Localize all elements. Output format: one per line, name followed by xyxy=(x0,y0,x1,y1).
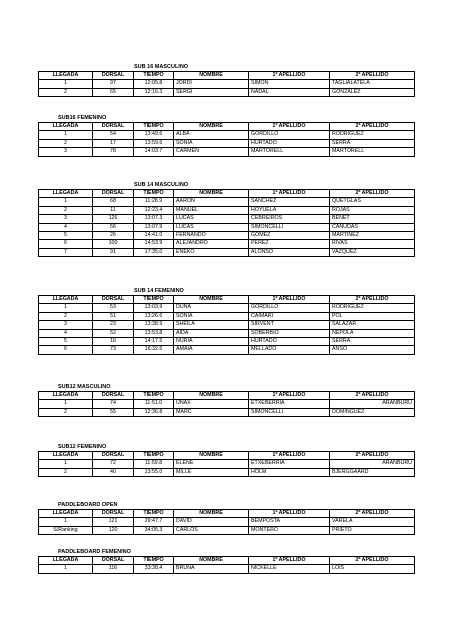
table-cell: GONZALEZ xyxy=(330,88,415,96)
table-cell: MARTORELL xyxy=(330,148,415,156)
table-row xyxy=(39,468,415,476)
table-cell: 26 xyxy=(93,232,134,240)
table-cell: 2 xyxy=(39,139,93,147)
table-row xyxy=(39,215,415,223)
results-section xyxy=(38,383,414,417)
table-cell: 100 xyxy=(93,240,134,248)
results-table xyxy=(38,391,415,417)
table-cell: 14:03.7 xyxy=(134,148,174,156)
table-cell: CAIMARI xyxy=(249,312,330,320)
table-row xyxy=(39,139,415,147)
table-cell: 3 xyxy=(39,148,93,156)
table-cell: FERNANDO xyxy=(174,232,249,240)
table-header-row xyxy=(39,392,415,400)
section-title: SUB16 FEMENINO xyxy=(58,115,107,121)
table-cell: JORDI xyxy=(174,80,249,88)
table-cell: SIMONCELLI xyxy=(249,223,330,231)
table-cell: AIDA xyxy=(174,329,249,337)
table-row xyxy=(39,131,415,139)
table-cell: 1 xyxy=(39,565,93,573)
table-cell: 13:59.6 xyxy=(134,139,174,147)
column-header: 2º APELLIDO xyxy=(330,510,415,518)
table-cell: 13:07.3 xyxy=(134,215,174,223)
column-header: TIEMPO xyxy=(134,392,174,400)
table-cell: MELLADO xyxy=(249,346,330,354)
table-cell: SIRVENT xyxy=(249,321,330,329)
table-cell: 120 xyxy=(93,526,134,534)
table-header-row xyxy=(39,452,415,460)
table-cell: CARLOS xyxy=(174,526,249,534)
column-header: TIEMPO xyxy=(134,190,174,198)
results-table xyxy=(38,509,415,535)
results-section xyxy=(38,443,414,477)
column-header: 2º APELLIDO xyxy=(330,72,415,80)
results-section xyxy=(38,287,414,355)
table-cell: SIMONCELLI xyxy=(249,408,330,416)
table-cell: 56 xyxy=(93,223,134,231)
table-cell: 116 xyxy=(93,565,134,573)
table-cell: 54 xyxy=(93,131,134,139)
table-cell: GORDILLO xyxy=(249,304,330,312)
table-cell: 91 xyxy=(93,248,134,256)
table-cell: 2 xyxy=(39,468,93,476)
table-cell: PÉREZ xyxy=(249,240,330,248)
table-cell: ELENE xyxy=(174,460,249,468)
table-header-row xyxy=(39,510,415,518)
table-cell: 16:32.5 xyxy=(134,346,174,354)
table-cell: 13:49.6 xyxy=(134,131,174,139)
table-cell: ETXEBERRIA xyxy=(249,460,330,468)
table-cell: 29:47.7 xyxy=(134,518,174,526)
table-row xyxy=(39,329,415,337)
table-cell: 78 xyxy=(93,148,134,156)
table-cell: NEPOLA xyxy=(330,329,415,337)
column-header: 1º APELLIDO xyxy=(249,557,330,565)
table-cell: BEMPOSTA xyxy=(249,518,330,526)
column-header: LLEGADA xyxy=(39,190,93,198)
results-table xyxy=(38,189,415,257)
column-header: LLEGADA xyxy=(39,557,93,565)
table-cell: SERRA xyxy=(330,338,415,346)
table-cell: 2 xyxy=(39,312,93,320)
column-header: DORSAL xyxy=(93,123,134,131)
table-cell: 1 xyxy=(39,198,93,206)
table-cell: SIMON xyxy=(249,80,330,88)
column-header: NOMBRE xyxy=(174,510,249,518)
column-header: DORSAL xyxy=(93,72,134,80)
table-cell: NURIA xyxy=(174,338,249,346)
table-cell: 11:59.8 xyxy=(134,460,174,468)
column-header: NOMBRE xyxy=(174,190,249,198)
table-row xyxy=(39,148,415,156)
table-row xyxy=(39,80,415,88)
table-cell: 1 xyxy=(39,400,93,408)
table-cell: 121 xyxy=(93,518,134,526)
table-cell: VARELA xyxy=(330,518,415,526)
table-cell: 12:36.8 xyxy=(134,408,174,416)
table-cell: 6 xyxy=(39,240,93,248)
table-cell: BENET xyxy=(330,215,415,223)
table-row xyxy=(39,232,415,240)
column-header: LLEGADA xyxy=(39,392,93,400)
table-cell: SHEILA xyxy=(174,321,249,329)
table-row xyxy=(39,223,415,231)
table-cell: LOIS xyxy=(330,565,415,573)
table-row xyxy=(39,400,415,408)
table-cell: 13:07.9 xyxy=(134,223,174,231)
table-cell: 17 xyxy=(93,139,134,147)
column-header: TIEMPO xyxy=(134,296,174,304)
table-cell: 97 xyxy=(93,80,134,88)
table-cell: NADAL xyxy=(249,88,330,96)
column-header: NOMBRE xyxy=(174,557,249,565)
table-cell: MILLE xyxy=(174,468,249,476)
table-cell: HOLM xyxy=(249,468,330,476)
table-cell: 126 xyxy=(93,215,134,223)
table-cell: SOBERBIO xyxy=(249,329,330,337)
table-cell: SALAZAR xyxy=(330,321,415,329)
table-cell: RODRIGUEZ xyxy=(330,131,415,139)
table-cell: AMAIA xyxy=(174,346,249,354)
table-cell: 2 xyxy=(39,88,93,96)
table-row xyxy=(39,460,415,468)
table-cell: MONTERO xyxy=(249,526,330,534)
table-cell: QUETGLAS xyxy=(330,198,415,206)
table-cell: MANUEL xyxy=(174,206,249,214)
column-header: 2º APELLIDO xyxy=(330,392,415,400)
section-title: SUB 14 MASCULINO xyxy=(134,182,189,188)
table-cell: 13:03.9 xyxy=(134,304,174,312)
table-cell: RIVAS xyxy=(330,240,415,248)
table-cell: 1 xyxy=(39,518,93,526)
column-header: 2º APELLIDO xyxy=(330,452,415,460)
table-cell: 12:16.3 xyxy=(134,88,174,96)
table-cell: RODRIGUEZ xyxy=(330,304,415,312)
section-title: PADDLEBOARD FEMENINO xyxy=(58,549,131,555)
table-cell: 51 xyxy=(93,312,134,320)
column-header: DORSAL xyxy=(93,452,134,460)
table-row xyxy=(39,198,415,206)
column-header: NOMBRE xyxy=(174,452,249,460)
table-cell: DOMINGUEZ xyxy=(330,408,415,416)
table-cell: 53 xyxy=(93,304,134,312)
column-header: LLEGADA xyxy=(39,510,93,518)
table-cell: 17:35.0 xyxy=(134,248,174,256)
column-header: DORSAL xyxy=(93,392,134,400)
table-cell: 23 xyxy=(93,321,134,329)
table-cell: 52 xyxy=(93,329,134,337)
table-row xyxy=(39,338,415,346)
table-cell: 73 xyxy=(93,346,134,354)
table-cell: 12:05.8 xyxy=(134,80,174,88)
column-header: DORSAL xyxy=(93,510,134,518)
table-cell: 34:05.3 xyxy=(134,526,174,534)
table-cell: DAVID xyxy=(174,518,249,526)
section-title: SUB12 MASCULINO xyxy=(58,384,111,390)
table-cell: 11:28.9 xyxy=(134,198,174,206)
column-header: 1º APELLIDO xyxy=(249,190,330,198)
table-cell: DUNA xyxy=(174,304,249,312)
column-header: DORSAL xyxy=(93,190,134,198)
results-section xyxy=(38,548,414,574)
table-cell: ARANBURU xyxy=(330,400,415,408)
table-cell: 14:41.0 xyxy=(134,232,174,240)
table-cell: PRIETO xyxy=(330,526,415,534)
table-cell: 11 xyxy=(93,206,134,214)
table-cell: ALONSO xyxy=(249,248,330,256)
table-cell: 1 xyxy=(39,304,93,312)
table-row xyxy=(39,518,415,526)
table-header-row xyxy=(39,123,415,131)
table-cell: ALBA xyxy=(174,131,249,139)
table-row xyxy=(39,408,415,416)
table-cell: 68 xyxy=(93,198,134,206)
table-row xyxy=(39,526,415,534)
table-cell: LUCAS xyxy=(174,215,249,223)
column-header: DORSAL xyxy=(93,557,134,565)
column-header: TIEMPO xyxy=(134,452,174,460)
table-cell: 14:53.9 xyxy=(134,240,174,248)
column-header: 2º APELLIDO xyxy=(330,190,415,198)
results-table xyxy=(38,122,415,157)
results-section xyxy=(38,181,414,257)
table-cell: 40 xyxy=(93,468,134,476)
table-cell: SONIA xyxy=(174,139,249,147)
table-row xyxy=(39,312,415,320)
table-row xyxy=(39,240,415,248)
table-cell: CARMEN xyxy=(174,148,249,156)
table-cell: 4 xyxy=(39,329,93,337)
column-header: TIEMPO xyxy=(134,72,174,80)
table-row xyxy=(39,88,415,96)
table-cell: ROJAS xyxy=(330,206,415,214)
table-cell: 1 xyxy=(39,131,93,139)
table-cell: 72 xyxy=(93,460,134,468)
table-cell: CANUDAS xyxy=(330,223,415,231)
section-title: SUB 14 FEMENINO xyxy=(134,288,184,294)
table-cell: 2 xyxy=(39,206,93,214)
column-header: NOMBRE xyxy=(174,392,249,400)
table-cell: 13:55.0 xyxy=(134,468,174,476)
table-cell: S/Ranking xyxy=(39,526,93,534)
table-row xyxy=(39,304,415,312)
column-header: 1º APELLIDO xyxy=(249,392,330,400)
column-header: 2º APELLIDO xyxy=(330,557,415,565)
table-cell: ARANBURU xyxy=(330,460,415,468)
column-header: 1º APELLIDO xyxy=(249,296,330,304)
table-cell: MARTORELL xyxy=(249,148,330,156)
column-header: LLEGADA xyxy=(39,123,93,131)
table-cell: LUCAS xyxy=(174,223,249,231)
table-cell: 13:53.8 xyxy=(134,329,174,337)
table-row xyxy=(39,321,415,329)
table-cell: ENEKO xyxy=(174,248,249,256)
results-table xyxy=(38,71,415,97)
table-cell: AARON xyxy=(174,198,249,206)
table-cell: 74 xyxy=(93,400,134,408)
section-title: SUB 16 MASCULINO xyxy=(134,64,189,70)
table-cell: HURTADO xyxy=(249,338,330,346)
column-header: NOMBRE xyxy=(174,123,249,131)
table-row xyxy=(39,565,415,573)
table-cell: 1 xyxy=(39,460,93,468)
table-cell: 14:17.5 xyxy=(134,338,174,346)
table-cell: ETXEBERRIA xyxy=(249,400,330,408)
table-cell: 16 xyxy=(93,338,134,346)
table-cell: 7 xyxy=(39,248,93,256)
table-cell: POL xyxy=(330,312,415,320)
table-cell: 11:51.0 xyxy=(134,400,174,408)
column-header: TIEMPO xyxy=(134,557,174,565)
table-cell: 13:26.6 xyxy=(134,312,174,320)
table-cell: 1 xyxy=(39,80,93,88)
table-header-row xyxy=(39,557,415,565)
table-row xyxy=(39,206,415,214)
table-cell: SONIA xyxy=(174,312,249,320)
column-header: NOMBRE xyxy=(174,72,249,80)
table-cell: 55 xyxy=(93,408,134,416)
table-cell: 13:38.9 xyxy=(134,321,174,329)
column-header: 1º APELLIDO xyxy=(249,452,330,460)
column-header: 1º APELLIDO xyxy=(249,510,330,518)
table-cell: 65 xyxy=(93,88,134,96)
table-header-row xyxy=(39,190,415,198)
column-header: LLEGADA xyxy=(39,452,93,460)
table-cell: TAGLIALATELA xyxy=(330,80,415,88)
table-cell: 5 xyxy=(39,232,93,240)
column-header: LLEGADA xyxy=(39,296,93,304)
table-cell: 12:23.4 xyxy=(134,206,174,214)
table-cell: SERGI xyxy=(174,88,249,96)
results-table xyxy=(38,556,415,574)
column-header: TIEMPO xyxy=(134,123,174,131)
table-header-row xyxy=(39,72,415,80)
table-cell: ALEJANDRO xyxy=(174,240,249,248)
column-header: 1º APELLIDO xyxy=(249,123,330,131)
section-title: PADDLEBOARD OPEN xyxy=(58,502,118,508)
table-cell: MARTINEZ xyxy=(330,232,415,240)
table-header-row xyxy=(39,296,415,304)
column-header: 2º APELLIDO xyxy=(330,123,415,131)
table-cell: GOMEZ xyxy=(249,232,330,240)
table-cell: ANSO xyxy=(330,346,415,354)
table-cell: HOYUELA xyxy=(249,206,330,214)
table-cell: 3 xyxy=(39,321,93,329)
table-cell: 4 xyxy=(39,223,93,231)
table-cell: 5 xyxy=(39,338,93,346)
table-cell: BRUNA xyxy=(174,565,249,573)
results-section xyxy=(38,63,414,97)
column-header: LLEGADA xyxy=(39,72,93,80)
table-cell: UNAX xyxy=(174,400,249,408)
column-header: TIEMPO xyxy=(134,510,174,518)
results-table xyxy=(38,295,415,355)
table-cell: 33:38.4 xyxy=(134,565,174,573)
results-table xyxy=(38,451,415,477)
table-cell: VAZQUEZ xyxy=(330,248,415,256)
table-row xyxy=(39,346,415,354)
column-header: NOMBRE xyxy=(174,296,249,304)
column-header: 2º APELLIDO xyxy=(330,296,415,304)
table-cell: SANCHEZ xyxy=(249,198,330,206)
table-cell: HURTADO xyxy=(249,139,330,147)
table-cell: 3 xyxy=(39,215,93,223)
table-cell: SERRA xyxy=(330,139,415,147)
table-cell: 6 xyxy=(39,346,93,354)
section-title: SUB12 FEMENINO xyxy=(58,444,107,450)
table-row xyxy=(39,248,415,256)
table-cell: NICKELLE xyxy=(249,565,330,573)
column-header: 1º APELLIDO xyxy=(249,72,330,80)
column-header: DORSAL xyxy=(93,296,134,304)
results-section xyxy=(38,114,414,157)
table-cell: CEBREIROS xyxy=(249,215,330,223)
table-cell: GORDILLO xyxy=(249,131,330,139)
results-section xyxy=(38,501,414,535)
table-cell: BJERGGAARD xyxy=(330,468,415,476)
table-cell: MARC xyxy=(174,408,249,416)
table-cell: 2 xyxy=(39,408,93,416)
